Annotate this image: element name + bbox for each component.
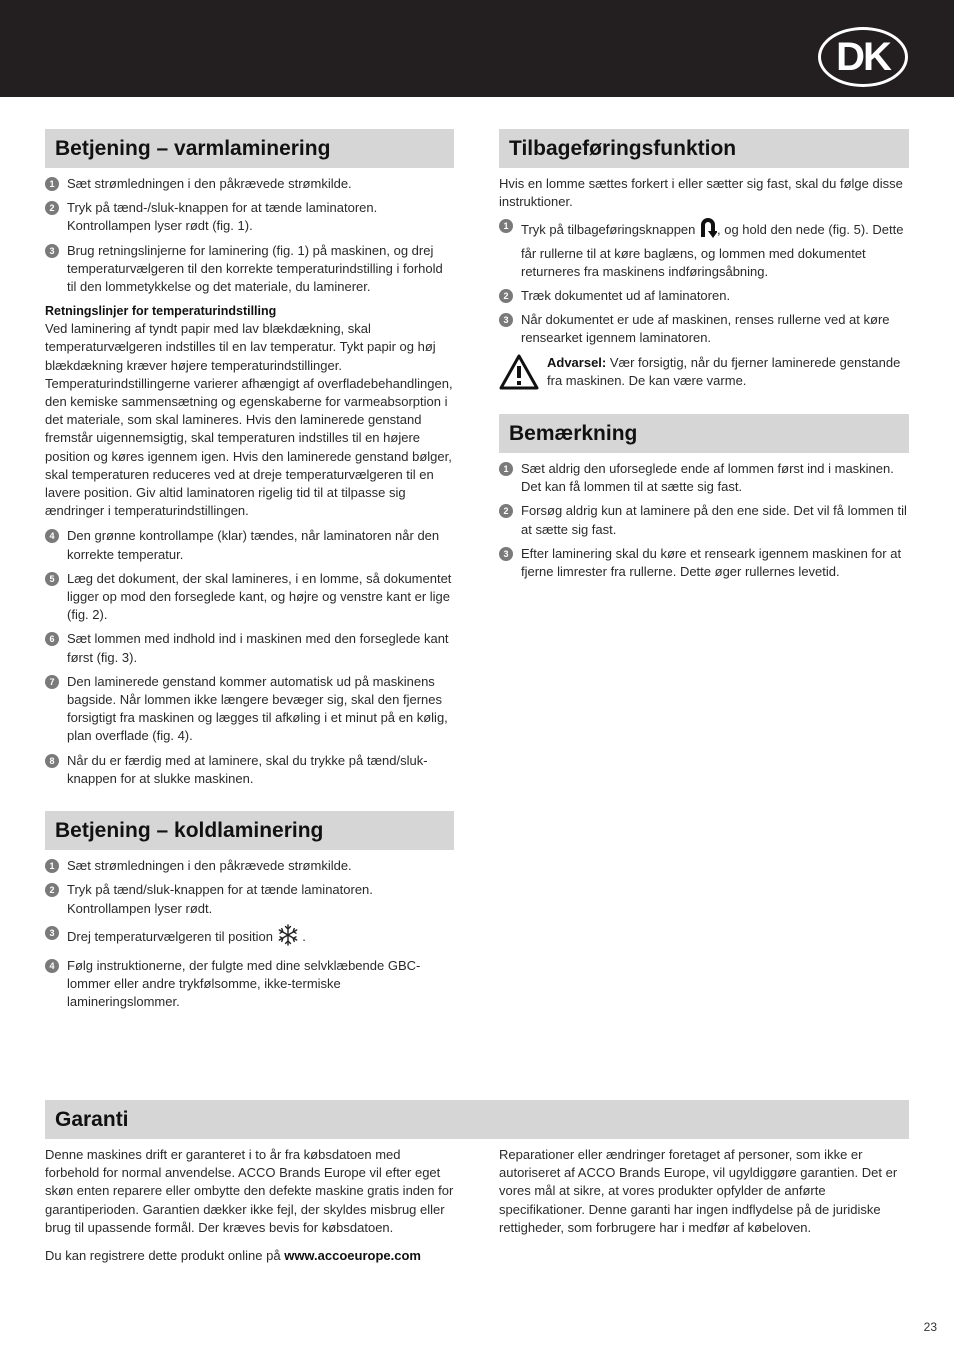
step-number: 3	[499, 547, 513, 561]
left-column	[45, 129, 454, 1018]
step-number: 1	[499, 462, 513, 476]
reverse-arrow-icon	[699, 217, 717, 244]
reverse-intro: Hvis en lomme sættes forkert i eller sætter sig fast, skal du følge disse instruktioner.	[499, 176, 903, 210]
list-item	[45, 630, 454, 666]
register-link[interactable]: www.accoeurope.com	[284, 1248, 421, 1264]
right-column	[499, 129, 909, 587]
warranty-left-text: Denne maskines drift er garanteret i to år fra købsdatoen med forbehold for normal anvendelse. ACCO Brands Europe vil efter eget skøn enten reparere eller ombytte den defekte maskine gratis inden for garantiperioden. Garantien dækker ikke fejl, der skyldes misbrug eller brug til upassende formål. Der kræves bevis for købsdatoen.	[45, 1147, 454, 1235]
warning-note	[499, 354, 909, 390]
list-item	[45, 175, 454, 193]
step-text-after: .	[302, 928, 306, 944]
step-text: Sæt strømledningen i den påkrævede strømkilde.	[67, 858, 352, 874]
step-text: Brug retningslinjerne for laminering (fig. 1) på maskinen, og drej temperaturvælgeren til den korrekte temperaturindstilling i forhold til den lommetykkelse og det materiale, du laminerer.	[67, 242, 443, 295]
step-number: 7	[45, 675, 59, 689]
warranty-left-column	[45, 1146, 455, 1265]
step-number: 2	[499, 504, 513, 518]
list-item	[45, 242, 454, 297]
step-text: Når dokumentet er ude af maskinen, renses rullerne ved at køre rensearket igennem laminatoren.	[521, 312, 890, 346]
step-text	[521, 217, 909, 281]
step-number: 8	[45, 754, 59, 768]
list-item	[499, 217, 909, 281]
step-number: 1	[45, 859, 59, 873]
step-text: Når du er færdig med at laminere, skal du trykke på tænd/sluk-knappen for at slukke maskinen.	[67, 752, 428, 786]
list-item	[499, 545, 909, 581]
step-number: 2	[45, 883, 59, 897]
list-item	[499, 287, 909, 305]
warning-triangle-icon	[499, 354, 539, 390]
step-text	[67, 924, 306, 951]
cold-steps	[45, 857, 454, 1011]
list-item	[45, 570, 454, 625]
guideline-text: Ved laminering af tyndt papir med lav blækdækning, skal temperaturvælgeren indstilles til en lav temperatur. Tykt papir og høj blækdækning kræver højere temperaturindstillinger. Temperaturindstillingerne varierer afhængigt af overfladebehandlingen, den kemiske sammensætning og egenskaberne for varmeabsorption i det materiale, som skal lamineres. Hvis den laminerede genstand fremstår uigennemsigtig, skal temperaturen indstilles til en højere position og køres igennem igen. Hvis den laminerede genstand bølger, skal temperaturen reduceres ved at dreje temperaturvælgeren til en lavere position. Giv altid laminatoren rigelig tid til at tilpasse sig ændringer i temperaturindstillingen.	[45, 321, 453, 519]
step-text: Følg instruktionerne, der fulgte med dine selvklæbende GBC-lommer eller andre trykfølsomme, ikke-termiske lamineringslommer.	[67, 957, 421, 1010]
step-text: Den grønne kontrollampe (klar) tændes, når laminatoren når den korrekte temperatur.	[67, 528, 440, 562]
step-text: Læg det dokument, der skal lamineres, i en lomme, så dokumentet ligger op mod den forseglede kant, og højre og venstre kant er lige (fig. 2).	[67, 570, 452, 623]
list-item	[45, 957, 454, 1012]
step-text: Sæt aldrig den uforseglede ende af lommen først ind i maskinen. Det kan få lommen til at sætte sig fast.	[521, 461, 894, 495]
step-number: 3	[45, 244, 59, 258]
guideline-title: Retningslinjer for temperaturindstilling	[45, 304, 277, 319]
section-heading-reverse-function: Tilbageføringsfunktion	[499, 129, 909, 168]
step-number: 3	[45, 926, 59, 940]
step-number: 2	[499, 289, 513, 303]
step-number: 4	[45, 529, 59, 543]
step-text-before: Tryk på tilbageføringsknappen	[521, 222, 696, 238]
snowflake-icon	[277, 924, 299, 951]
list-item	[499, 311, 909, 347]
section-heading-warranty: Garanti	[45, 1100, 909, 1139]
reverse-steps	[499, 217, 909, 347]
list-item	[499, 460, 909, 496]
list-item	[45, 752, 454, 788]
country-badge: DK	[818, 27, 908, 87]
note-steps	[499, 460, 909, 581]
list-item	[45, 881, 454, 917]
step-text: Træk dokumentet ud af laminatoren.	[521, 288, 731, 304]
list-item	[45, 857, 454, 875]
warranty-right-column	[499, 1146, 909, 1265]
warranty-columns	[45, 1146, 909, 1265]
step-number: 4	[45, 959, 59, 973]
step-number: 3	[499, 313, 513, 327]
step-text: Tryk på tænd/sluk-knappen for at tænde laminatoren. Kontrollampen lyser rødt.	[67, 882, 373, 916]
step-text: Forsøg aldrig kun at laminere på den ene side. Det vil få lommen til at sætte sig fast.	[521, 503, 907, 537]
list-item	[45, 673, 454, 746]
page-number: 23	[923, 1320, 937, 1334]
step-number: 6	[45, 632, 59, 646]
warning-body: Vær forsigtig, når du fjerner laminerede genstande fra maskinen. De kan være varme.	[547, 354, 901, 388]
warranty-register	[45, 1247, 455, 1265]
warning-text	[547, 354, 909, 390]
step-text: Efter laminering skal du køre et renseark igennem maskinen for at fjerne limrester fra rullerne. Dette øger rullernes levetid.	[521, 545, 902, 580]
header-bar	[0, 0, 954, 97]
hot-steps-a	[45, 175, 454, 296]
step-text: Sæt lommen med indhold ind i maskinen med den forseglede kant først (fig. 3).	[67, 631, 449, 665]
list-item	[499, 502, 909, 538]
hot-steps-b	[45, 527, 454, 788]
register-text: Du kan registrere dette produkt online på	[45, 1248, 285, 1264]
list-item	[45, 199, 454, 235]
step-number: 1	[45, 177, 59, 191]
section-heading-cold-lamination: Betjening – koldlaminering	[45, 811, 454, 850]
step-number: 2	[45, 201, 59, 215]
list-item	[45, 924, 454, 951]
step-text: Sæt strømledningen i den påkrævede strømkilde.	[67, 176, 352, 191]
step-text-after: , og hold den nede (fig. 5). Dette får rullerne til at køre baglæns, og lommen med dokumentet returneres fra maskinens indføringsåbning.	[521, 222, 904, 279]
warranty-right-text: Reparationer eller ændringer foretaget af personer, som ikke er autoriseret af ACCO Brands Europe, vil ugyldiggøre garantien. Det er vores mål at sikre, at vores produkter opfylder de anførte specifikationer. Denne garanti har ingen indflydelse på de juridiske rettigheder, som forbrugere har i medfør af købeloven.	[499, 1147, 898, 1235]
step-text: Den laminerede genstand kommer automatisk ud på maskinens bagside. Når lommen ikke længere bevæger sig, skal den fjernes forsigtigt fra maskinen og lægges til afkøling i et minut på en kølig, plan overflade (fig. 4).	[67, 673, 448, 744]
warning-label: Advarsel:	[547, 354, 607, 370]
list-item	[45, 527, 454, 563]
warranty-section	[45, 1100, 909, 1265]
step-number: 5	[45, 572, 59, 586]
step-number: 1	[499, 219, 513, 233]
section-heading-hot-lamination: Betjening – varmlaminering	[45, 129, 454, 168]
step-text-before: Drej temperaturvælgeren til position	[67, 928, 273, 944]
section-heading-note: Bemærkning	[499, 414, 909, 453]
step-text: Tryk på tænd-/sluk-knappen for at tænde laminatoren. Kontrollampen lyser rødt (fig. 1).	[67, 200, 378, 234]
